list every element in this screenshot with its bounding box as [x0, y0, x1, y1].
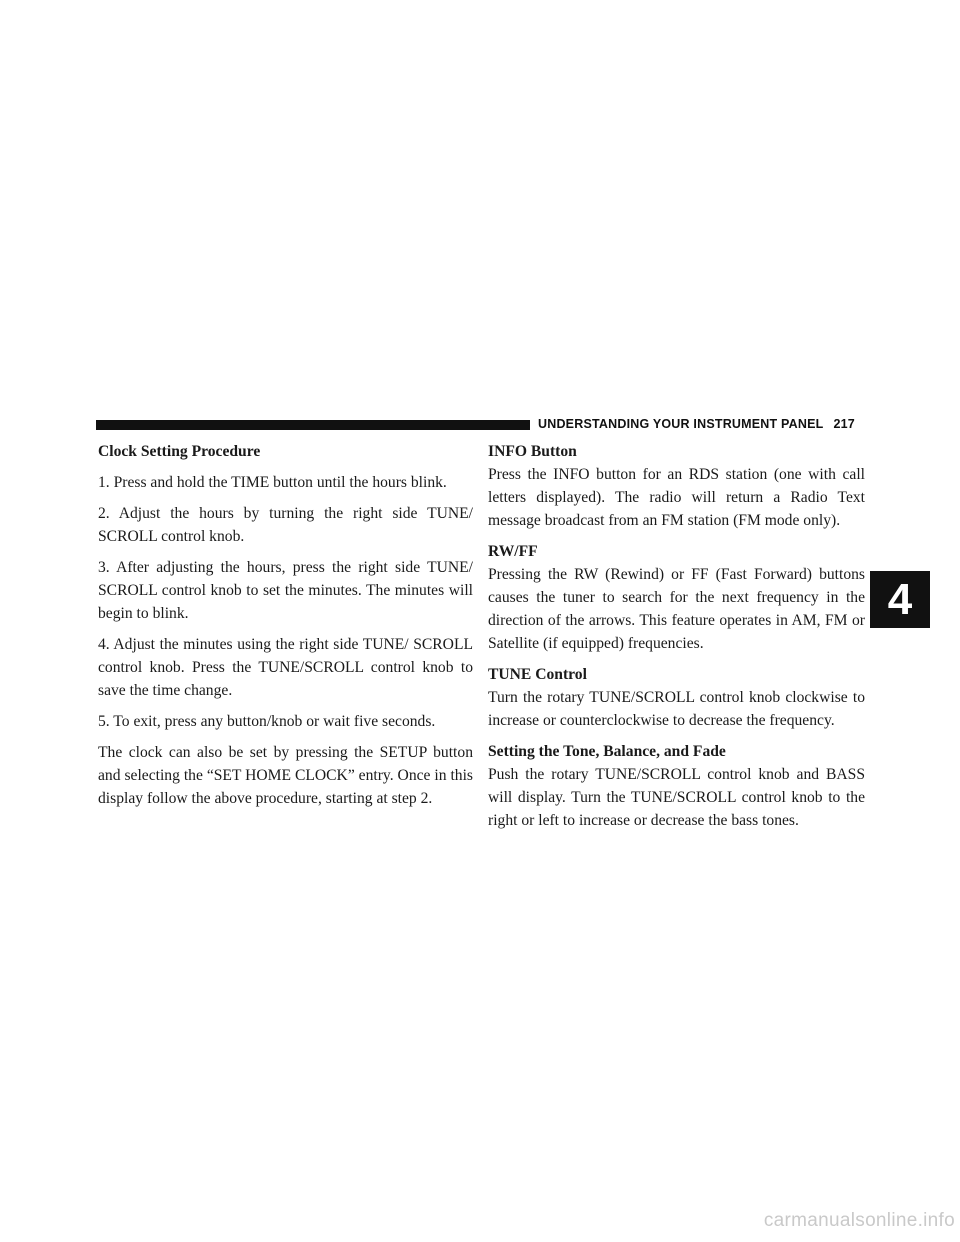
left-column — [98, 440, 473, 818]
paragraph: Press the INFO button for an RDS station (one with call letters displayed). The radio will return a Radio Text message broadcast from an FM station (FM mode only). — [488, 466, 865, 529]
paragraph: 4. Adjust the minutes using the right side TUNE/ SCROLL control knob. Press the TUNE/SCROLL control knob to save the time change. — [98, 636, 473, 699]
paragraph: 2. Adjust the hours by turning the right side TUNE/ SCROLL control knob. — [98, 505, 473, 545]
paragraph: Pressing the RW (Rewind) or FF (Fast Forward) buttons causes the tuner to search for the next frequency in the direction of the arrows. This feature operates in AM, FM or Satellite (if equipped) frequencies. — [488, 566, 865, 652]
watermark: carmanualsonline.info — [763, 1210, 955, 1231]
section-heading: RW/FF — [488, 543, 538, 560]
paragraph: 1. Press and hold the TIME button until the hours blink. — [98, 474, 447, 491]
header-rule — [96, 420, 530, 430]
page-number: 217 — [833, 417, 855, 431]
paragraph: Turn the rotary TUNE/SCROLL control knob clockwise to increase or counterclockwise to decrease the frequency. — [488, 689, 865, 729]
chapter-tab: 4 — [870, 571, 930, 628]
section-heading: TUNE Control — [488, 666, 587, 683]
paragraph: Push the rotary TUNE/SCROLL control knob and BASS will display. Turn the TUNE/SCROLL control knob to the right or left to increase or decrease the bass tones. — [488, 766, 865, 829]
paragraph: 3. After adjusting the hours, press the right side TUNE/ SCROLL control knob to set the minutes. The minutes will begin to blink. — [98, 559, 473, 622]
header-title: UNDERSTANDING YOUR INSTRUMENT PANEL — [538, 417, 824, 431]
section-heading: INFO Button — [488, 443, 577, 460]
running-header — [538, 417, 855, 431]
paragraph: 5. To exit, press any button/knob or wait five seconds. — [98, 713, 436, 730]
section-heading: Clock Setting Procedure — [98, 443, 261, 460]
paragraph: The clock can also be set by pressing the SETUP button and selecting the “SET HOME CLOCK” entry. Once in this display follow the above procedure, starting at step 2. — [98, 744, 473, 807]
section-heading: Setting the Tone, Balance, and Fade — [488, 743, 726, 760]
right-column — [488, 440, 865, 840]
